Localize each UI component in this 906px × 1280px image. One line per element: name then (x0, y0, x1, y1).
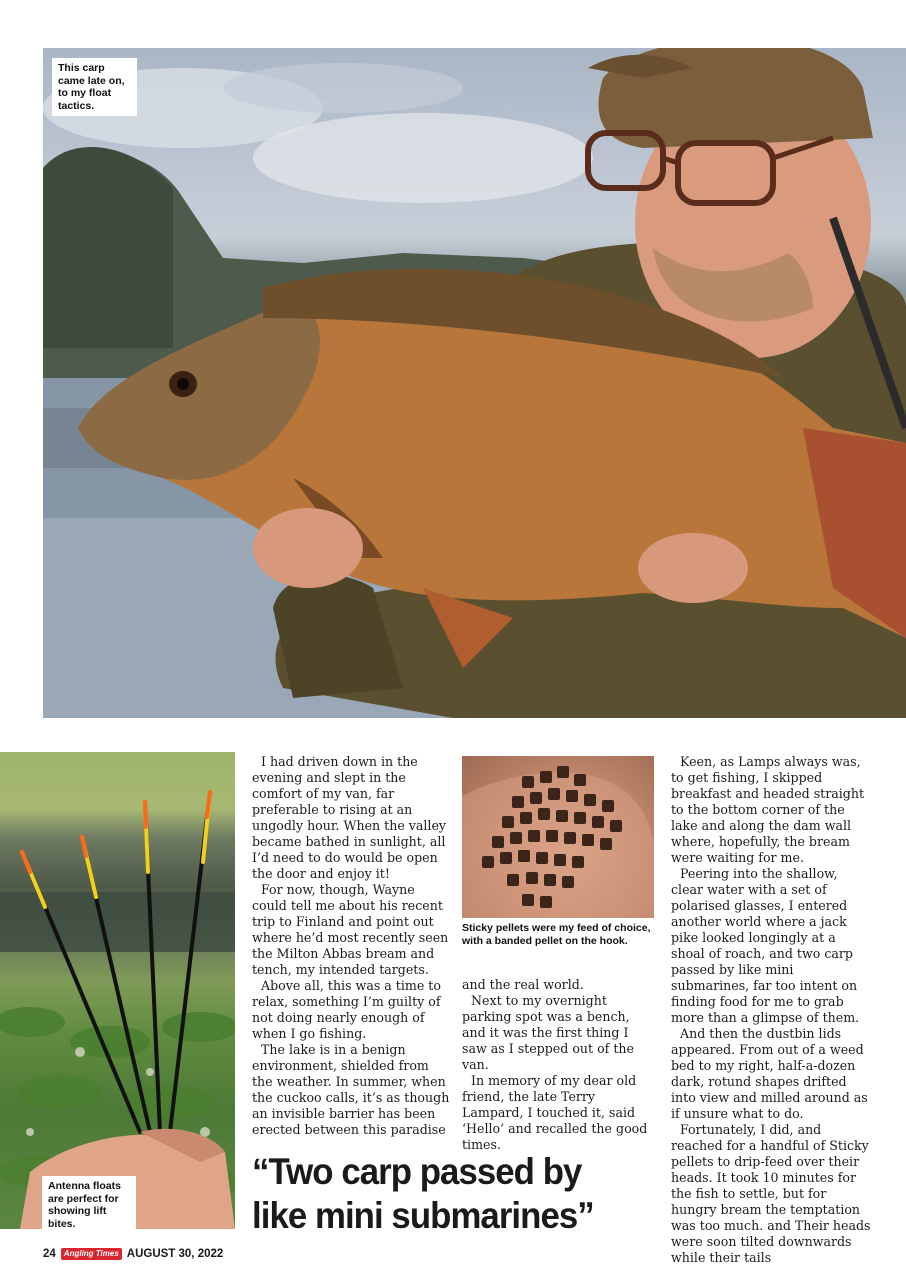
pull-quote: “Two carp passed by like mini submarines” (252, 1151, 594, 1236)
paragraph: And then the dustbin lids appeared. From out of a weed bed to my right, half-a-dozen dark, rotund shapes drifted into view and milled around as if unsure what to do. (671, 1026, 868, 1121)
pellets-photo-caption: Sticky pellets were my feed of choice, with a banded pellet on the hook. (462, 922, 651, 947)
pellets-photo (462, 756, 654, 918)
paragraph: For now, though, Wayne could tell me about his recent trip to Finland and point out where he’d most recently seen the Milton Abbas bream and tench, my intended targets. (252, 882, 449, 977)
issue-date: AUGUST 30, 2022 (126, 1248, 224, 1260)
paragraph: Next to my overnight parking spot was a bench, and it was the first thing I saw as I stepped out of the van. (462, 993, 634, 1072)
floats-photo (0, 752, 235, 1229)
page-number: 24 (43, 1248, 56, 1260)
article-column-2 (462, 977, 654, 1153)
antenna-floats-illustration (0, 752, 235, 1229)
sticky-pellets-illustration (462, 756, 654, 918)
carp-angler-illustration (43, 48, 906, 718)
article-column-1 (252, 754, 452, 1138)
hero-photo-caption: This carp came late on, to my float tactics. (52, 58, 137, 116)
article-column-3 (671, 754, 871, 1266)
magazine-logo: Angling Times (61, 1248, 122, 1260)
floats-photo-caption: Antenna floats are perfect for showing lift bites. (42, 1176, 136, 1234)
paragraph: Keen, as Lamps always was, to get fishing, I skipped breakfast and headed straight to the bottom corner of the lake and along the dam wall where, hopefully, the bream were waiting for me. (671, 754, 865, 865)
paragraph: Fortunately, I did, and reached for a handful of Sticky pellets to drip-feed over their heads. It took 10 minutes for the fish to settle, but for hungry bream the temptation was too much. and Their heads were soon tilted downwards while their tails (671, 1122, 871, 1265)
paragraph: I had driven down in the evening and slept in the comfort of my van, far preferable to rising at an ungodly hour. When the valley became bathed in sunlight, all I’d need to do would be open the door and enjoy it! (252, 754, 447, 881)
paragraph: In memory of my dear old friend, the late Terry Lampard, I touched it, said ‘Hello’ and recalled the good times. (462, 1073, 648, 1152)
hero-photo (43, 48, 906, 718)
page-footer (43, 1246, 223, 1262)
paragraph: Peering into the shallow, clear water with a set of polarised glasses, I entered another world where a jack pike looked longingly at a shoal of roach, and two carp passed by like mini submarines, far too intent on finding food for me to grab more than a glimpse of them. (671, 866, 860, 1025)
paragraph: and the real world. (462, 977, 584, 992)
paragraph: The lake is in a benign environment, shielded from the weather. In summer, when the cuckoo calls, it’s as though an invisible barrier has been erected between this paradise (252, 1042, 450, 1137)
paragraph: Above all, this was a time to relax, something I’m guilty of not doing nearly enough of when I go fishing. (252, 978, 441, 1041)
